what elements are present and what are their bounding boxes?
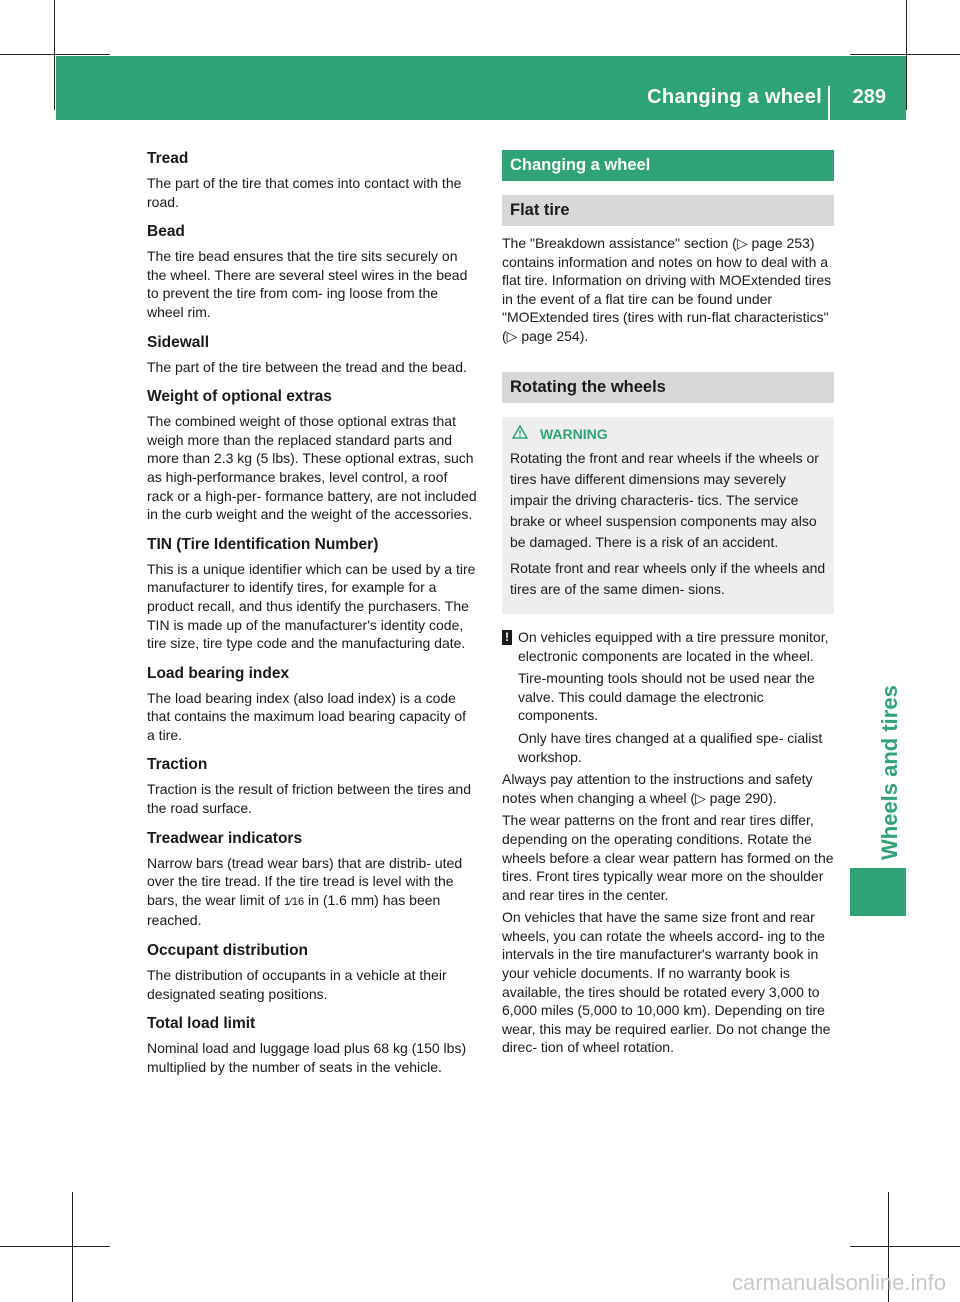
definition-text: in (1.6 mm) has been reached. — [147, 891, 441, 929]
glossary-entry — [147, 223, 477, 321]
right-column — [502, 150, 834, 1061]
entry-term: Traction — [147, 756, 208, 774]
crop-mark — [54, 0, 55, 110]
glossary-entry — [147, 536, 477, 653]
glossary-entry — [147, 942, 477, 1003]
entry-term: Total load limit — [147, 1015, 256, 1033]
rotating-paragraph: On vehicles that have the same size front and rear wheels, you can rotate the wheels accord- ing to the intervals in the tire manufacturer's warranty book in your vehicle documents. If no warranty book is available, the tires should be rotated every 3,000 to 6,000 miles (5,000 to 10,000 km). Depending on tire wear, this may be required earlier. Do not change the direc- tion of wheel rotation. — [502, 909, 831, 1056]
warning-triangle-icon — [512, 425, 528, 442]
header-bar — [56, 56, 906, 120]
side-tab-label: Wheels and tires — [877, 685, 902, 860]
crop-mark — [850, 54, 960, 55]
entry-definition: Traction is the result of friction between the tires and the road surface. — [147, 781, 471, 817]
warning-heading — [510, 425, 826, 442]
crop-mark — [72, 1192, 73, 1302]
rotating-paragraph: The wear patterns on the front and rear tires differ, depending on the operating conditions. Rotate the wheels before a clear wear pattern has formed on the tires. Front tires typically wear more on the shoulder and rear tires in the center. — [502, 812, 834, 903]
glossary-entry — [147, 150, 477, 211]
exclamation-icon: ! — [502, 630, 512, 645]
glossary-entry — [147, 830, 477, 930]
definition-text: Narrow bars (tread wear bars) that are distrib- uted over the tire tread. If the tire tread is level with the bars, the wear limit of — [147, 854, 463, 908]
entry-definition: The part of the tire between the tread and the bead. — [147, 358, 467, 375]
glossary-entry — [147, 334, 477, 377]
subsection-heading-flat-tire: Flat tire — [502, 195, 834, 226]
entry-definition: The part of the tire that comes into contact with the road. — [147, 175, 462, 210]
entry-definition: The load bearing index (also load index) is a code that contains the maximum load bearing capacity of a tire. — [147, 689, 467, 743]
crop-mark — [0, 1246, 110, 1247]
glossary-entry — [147, 388, 477, 524]
entry-definition: The combined weight of those optional extras that weigh more than the replaced standard parts and more than 2.3 kg (5 lbs). These optional extras, such as high-performance brakes, level control, a roof rack or a high-per- formance battery, are not included in the curb weight and the weight of the accessories. — [147, 413, 477, 523]
warning-label: WARNING — [540, 425, 608, 442]
entry-term: Tread — [147, 150, 189, 167]
entry-term: TIN (Tire Identification Number) — [147, 535, 379, 553]
section-heading: Changing a wheel — [502, 150, 834, 181]
note-text: Only have tires changed at a qualified spe- cialist workshop. — [518, 729, 823, 765]
entry-definition — [147, 854, 477, 930]
fraction: 1⁄16 — [283, 895, 305, 908]
entry-term: Sidewall — [147, 333, 210, 351]
crop-mark — [0, 54, 110, 55]
page-number: 289 — [852, 86, 886, 108]
warning-text: Rotating the front and rear wheels if the wheels or tires have different dimensions may severely impair the driving characteris- tics. The service brake or wheel suspension components may also be damaged. There is a risk of an accident. — [510, 449, 819, 551]
crop-mark — [850, 1246, 960, 1247]
entry-definition: The distribution of occupants in a vehicle at their designated seating positions. — [147, 967, 447, 1002]
entry-term: Bead — [147, 223, 185, 241]
entry-definition: This is a unique identifier which can be used by a tire manufacturer to identify tires, for example for a product recall, and thus identify the purchasers. The TIN is made up of the manufacturer's identity code, tire size, tire type code and the manufacturing date. — [147, 560, 476, 652]
entry-term: Occupant distribution — [147, 942, 309, 960]
note-text: On vehicles equipped with a tire pressure monitor, electronic components are located in the wheel. — [518, 628, 829, 664]
warning-box — [502, 417, 834, 614]
glossary-entry — [147, 756, 477, 817]
left-column — [147, 150, 477, 1088]
entry-term: Treadwear indicators — [147, 829, 303, 847]
header-divider — [828, 86, 830, 120]
header-title: Changing a wheel — [647, 86, 822, 108]
entry-definition: Nominal load and luggage load plus 68 kg (150 lbs) multiplied by the number of seats in the vehicle. — [147, 1040, 467, 1075]
rotating-paragraph: Always pay attention to the instructions and safety notes when changing a wheel (▷ page 290). — [502, 771, 813, 806]
glossary-entry — [147, 1015, 477, 1076]
glossary-entry — [147, 665, 477, 745]
note-block — [502, 628, 834, 766]
watermark: carmanualsonline.info — [731, 1270, 946, 1295]
crop-mark — [906, 0, 907, 110]
warning-text: Rotate front and rear wheels only if the wheels and tires are of the same dimen- sions. — [510, 559, 826, 597]
note-text: Tire-mounting tools should not be used near the valve. This could damage the electronic components. — [518, 670, 815, 724]
side-tab-marker — [850, 868, 906, 916]
entry-term: Weight of optional extras — [147, 388, 332, 406]
entry-term: Load bearing index — [147, 664, 290, 682]
flat-tire-text: The "Breakdown assistance" section (▷ page 253) contains information and notes on how to deal with a flat tire. Information on driving with MOExtended tires in the event of a flat tire can be found under "MOExtended tires (tires with run-flat characteristics" (▷ page 254). — [502, 235, 832, 344]
entry-definition: The tire bead ensures that the tire sits securely on the wheel. There are several steel wires in the bead to prevent the tire from com- ing loose from the wheel rim. — [147, 248, 468, 320]
subsection-heading-rotating: Rotating the wheels — [502, 372, 834, 403]
